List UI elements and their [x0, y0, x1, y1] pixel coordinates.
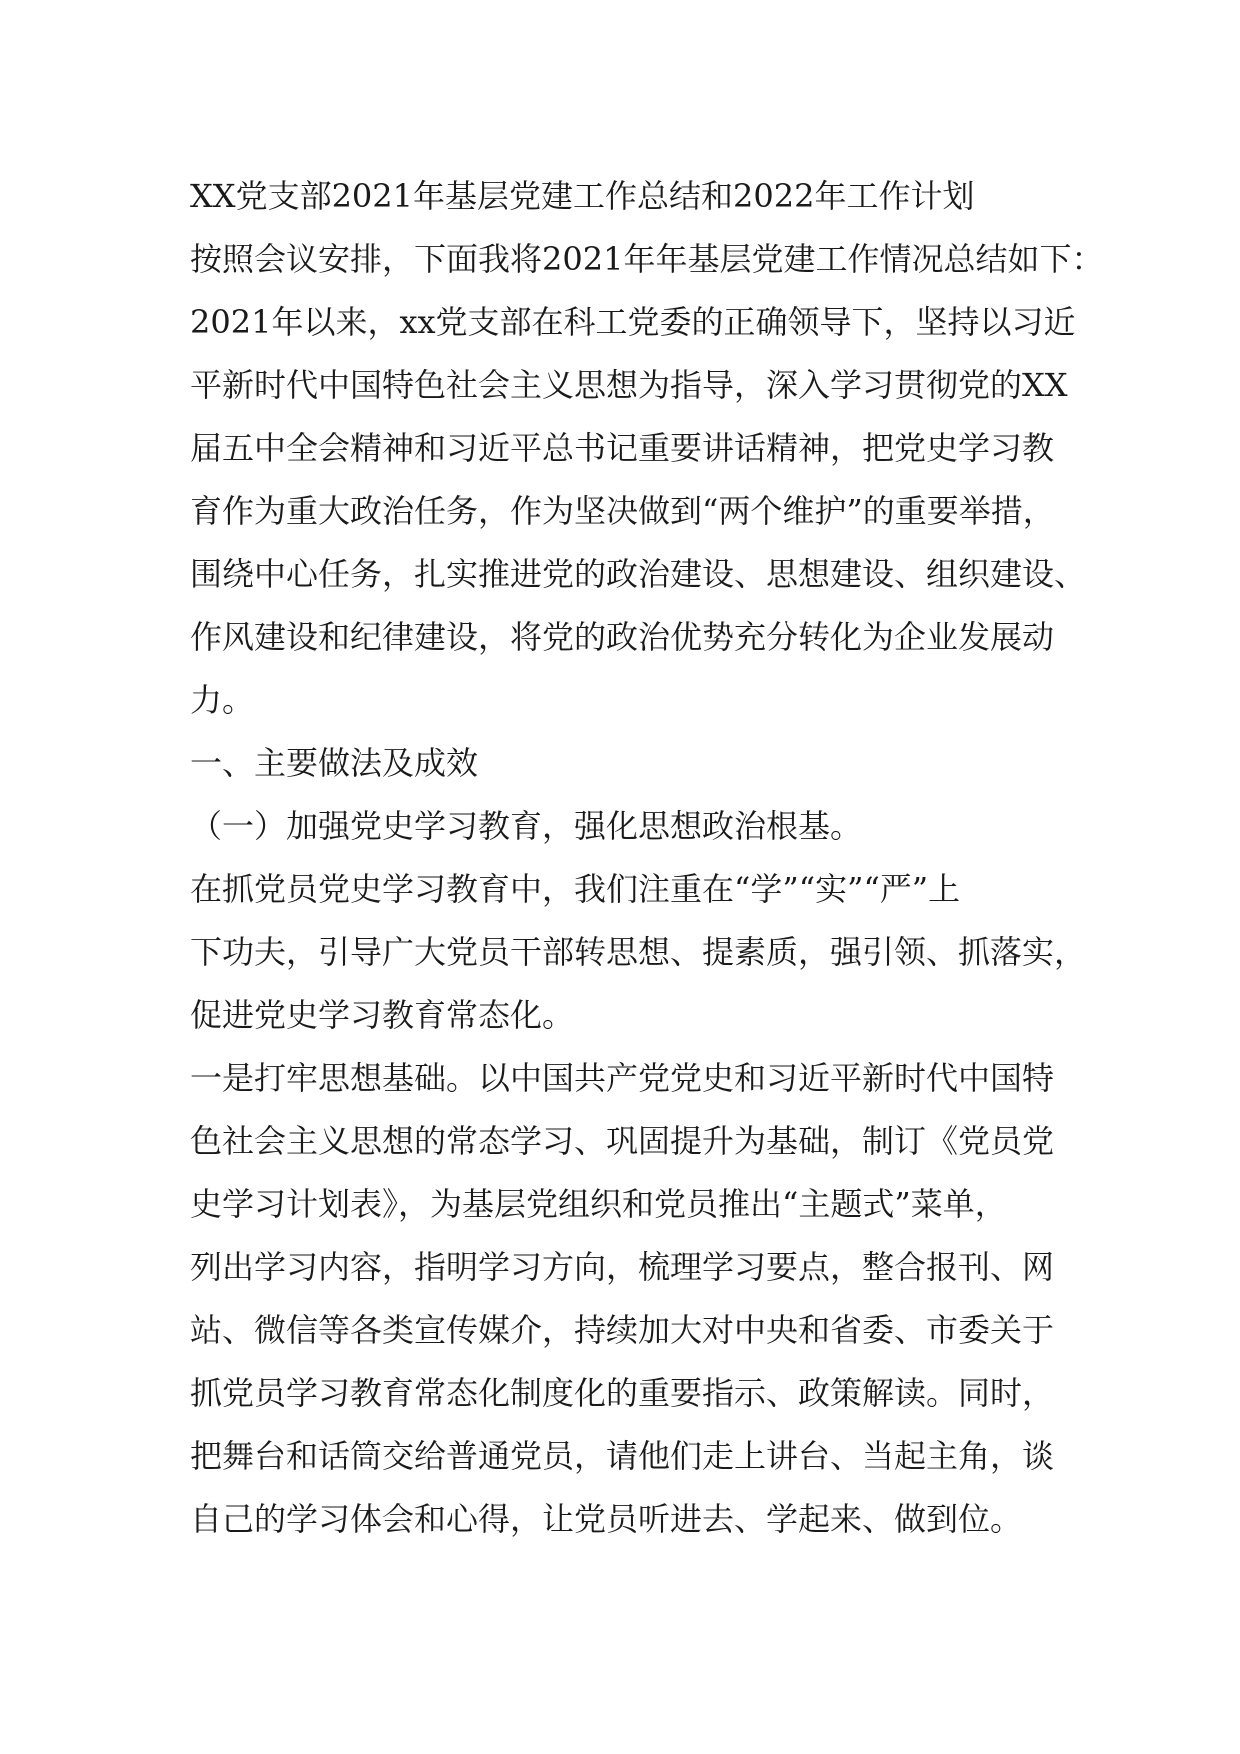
body-line: 下功夫，引导广大党员干部转思想、提素质，强引领、抓落实， [190, 933, 1087, 971]
body-line: 促进党史学习教育常态化。 [190, 996, 575, 1034]
body-line: 色社会主义思想的常态学习、巩固提升为基础，制订《党员党 [190, 1122, 1055, 1160]
body-line: 围绕中心任务，扎实推进党的政治建设、思想建设、组织建设、 [190, 555, 1087, 593]
body-line: 列出学习内容，指明学习方向，梳理学习要点，整合报刊、网 [190, 1248, 1055, 1286]
subsection-heading: （一）加强党史学习教育，强化思想政治根基。 [190, 807, 863, 845]
body-line: 把舞台和话筒交给普通党员，请他们走上讲台、当起主角，谈 [190, 1437, 1055, 1475]
body-line: 育作为重大政治任务，作为坚决做到“两个维护”的重要举措， [190, 492, 1055, 530]
body-line: 站、微信等各类宣传媒介，持续加大对中央和省委、市委关于 [190, 1311, 1055, 1349]
body-line: 史学习计划表》，为基层党组织和党员推出“主题式”菜单， [190, 1185, 1007, 1223]
section-heading: 一、主要做法及成效 [190, 744, 479, 782]
body-line: 作风建设和纪律建设，将党的政治优势充分转化为企业发展动 [190, 618, 1055, 656]
body-line: 抓党员学习教育常态化制度化的重要指示、政策解读。同时， [190, 1374, 1055, 1412]
body-line: 自己的学习体会和心得，让党员听进去、学起来、做到位。 [190, 1500, 1023, 1538]
body-line: 一是打牢思想基础。以中国共产党党史和习近平新时代中国特 [190, 1059, 1055, 1097]
document-body [190, 165, 1104, 1551]
body-line: 在抓党员党史学习教育中，我们注重在“学”“实”“严”上 [190, 870, 961, 908]
body-line: 届五中全会精神和习近平总书记重要讲话精神，把党史学习教 [190, 429, 1055, 467]
body-line: 2021年以来，xx党支部在科工党委的正确领导下，坚持以习近 [190, 303, 1076, 341]
body-line: 平新时代中国特色社会主义思想为指导，深入学习贯彻党的XX [190, 366, 1068, 404]
document-title: XX党支部2021年基层党建工作总结和2022年工作计划 [190, 177, 975, 215]
body-line: 力。 [190, 681, 255, 719]
body-line: 按照会议安排，下面我将2021年年基层党建工作情况总结如下： [190, 240, 1104, 278]
